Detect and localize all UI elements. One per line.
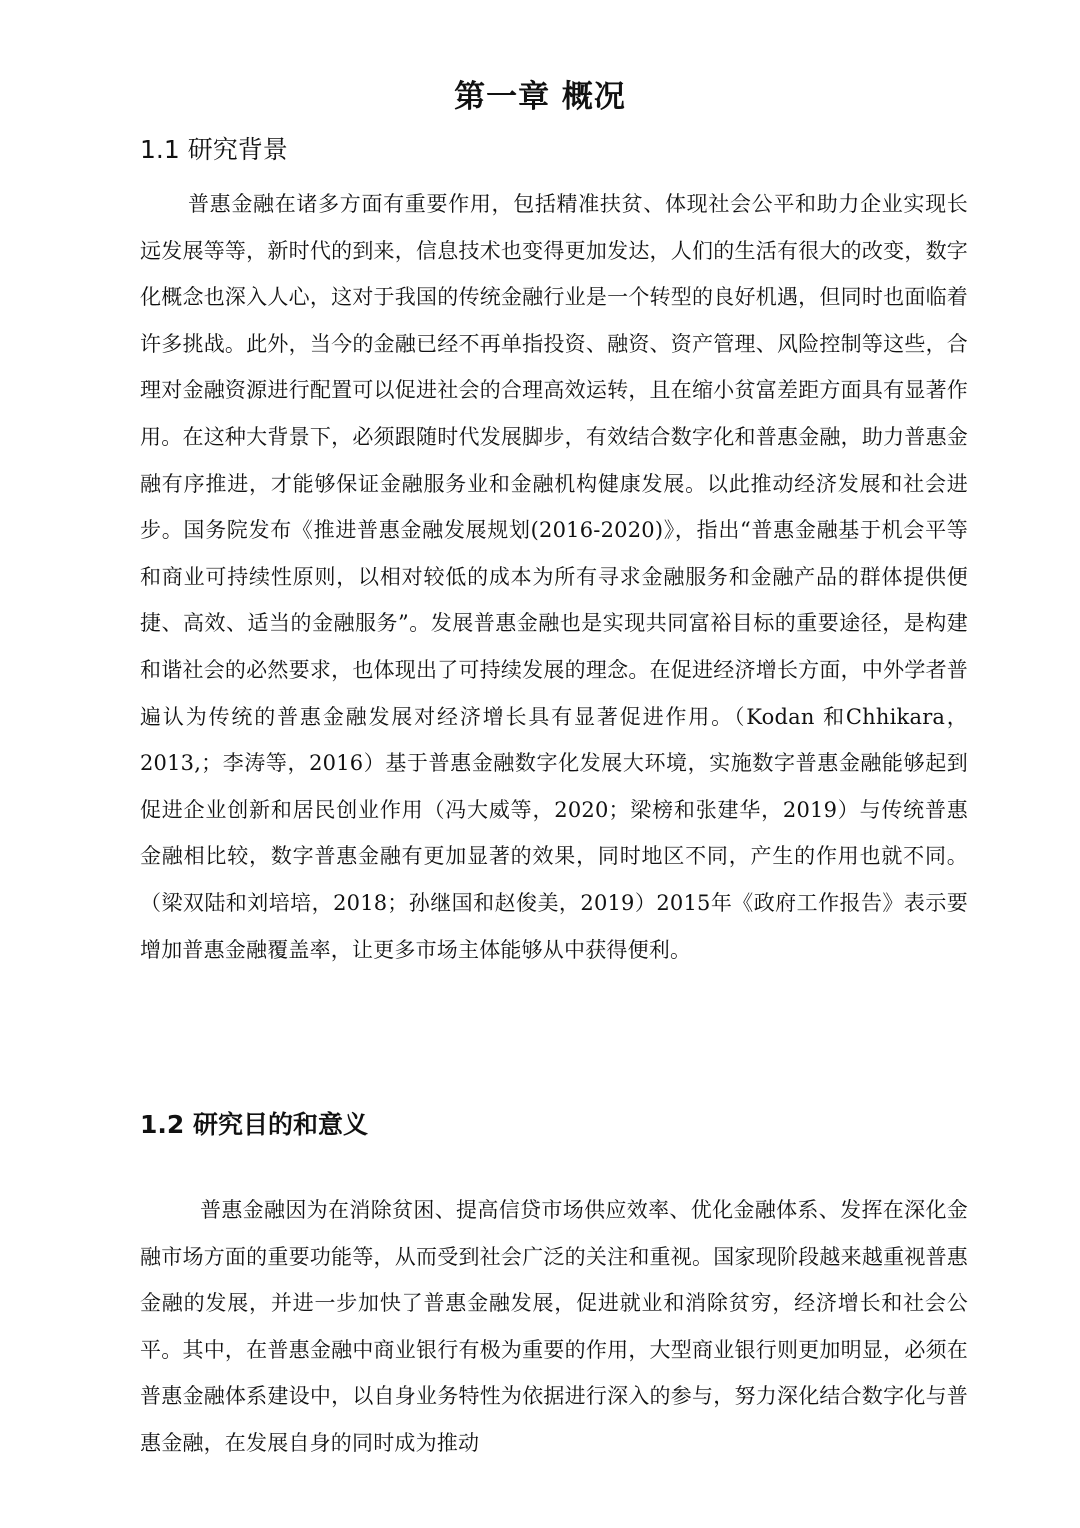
section-heading-1-2: 1.2 研究目的和意义 (140, 1110, 368, 1139)
chapter-title: 第一章 概况 (454, 79, 626, 115)
section-heading-1-1: 1.1 研究背景 (140, 135, 288, 164)
section-1-1-paragraph: 普惠金融在诸多方面有重要作用，包括精准扶贫、体现社会公平和助力企业实现长远发展等等，新时代的到来，信息技术也变得更加发达，人们的生活有很大的改变，数字化概念也深入人心，这对于我国的传统金融行业是一个转型的良好机遇，但同时也面临着许多挑战。此外，当今的金融已经不再单指投资、融资、资产管理、风险控制等这些，合理对金融资源进行配置可以促进社会的合理高效运转，且在缩小贫富差距方面具有显著作用。在这种大背景下，必须跟随时代发展脚步，有效结合数字化和普惠金融，助力普惠金融有序推进，才能够保证金融服务业和金融机构健康发展。以此推动经济发展和社会进步。国务院发布《推进普惠金融发展规划(2016-2020)》，指出“普惠金融基于机会平等和商业可持续性原则，以相对较低的成本为所有寻求金融服务和金融产品的群体提供便捷、高效、适当的金融服务”。发展普惠金融也是实现共同富裕目标的重要途径，是构建和谐社会的必然要求，也体现出了可持续发展的理念。在促进经济增长方面，中外学者普遍认为传统的普惠金融发展对经济增长具有显著促进作用。（Kodan 和Chhikara，2013,；李涛等，2016）基于普惠金融数字化发展大环境，实施数字普惠金融能够起到促进企业创新和居民创业作用（冯大威等，2020；梁榜和张建华，2019）与传统普惠金融相比较，数字普惠金融有更加显著的效果，同时地区不同，产生的作用也就不同。（梁双陆和刘培培，2018；孙继国和赵俊美，2019）2015年《政府工作报告》表示要增加普惠金融覆盖率，让更多市场主体能够从中获得便利。 (140, 192, 968, 962)
section-1-2-paragraph: 普惠金融因为在消除贫困、提高信贷市场供应效率、优化金融体系、发挥在深化金融市场方面的重要功能等，从而受到社会广泛的关注和重视。国家现阶段越来越重视普惠金融的发展，并进一步加快了普惠金融发展，促进就业和消除贫穷，经济增长和社会公平。其中，在普惠金融中商业银行有极为重要的作用，大型商业银行则更加明显，必须在普惠金融体系建设中，以自身业务特性为依据进行深入的参与，努力深化结合数字化与普惠金融，在发展自身的同时成为推动 (140, 1198, 968, 1455)
